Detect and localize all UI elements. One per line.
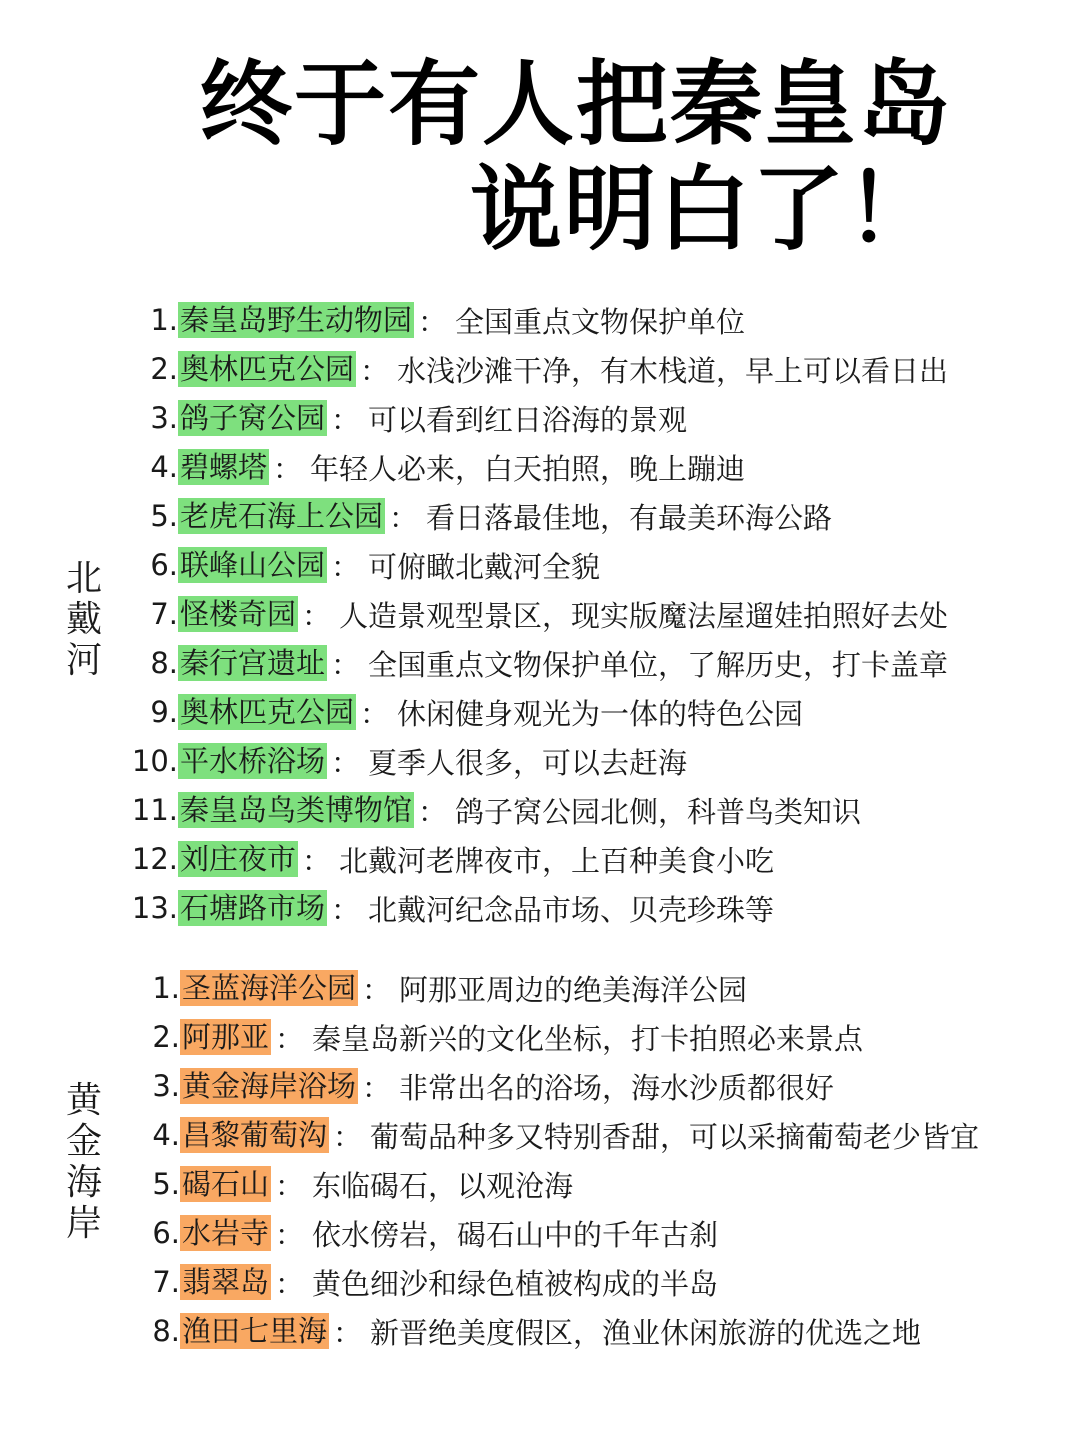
page-title-line-1: 终于有人把秦皇岛 [199,51,952,158]
attraction-desc: 看日落最佳地，有最美环海公路 [426,500,833,535]
attraction-name: 联峰山公园 [180,548,326,582]
item-number: 12. [131,842,178,876]
section-label-char: 黄 [65,1080,102,1121]
list-item [0,692,803,732]
list-item [0,1311,921,1351]
separator: ： [362,1070,392,1105]
item-number: 5. [150,499,178,533]
separator: ： [275,1266,305,1301]
separator: ： [333,1315,363,1350]
item-number: 2. [152,1020,180,1054]
attraction-desc: 非常出名的浴场，海水沙质都很好 [399,1070,835,1105]
separator: ： [418,794,448,829]
section-label-char: 岸 [65,1203,102,1244]
list-item [0,1115,979,1155]
item-number: 5. [152,1167,180,1201]
separator: ： [275,1168,305,1203]
attraction-desc: 水浅沙滩干净，有木栈道，早上可以看日出 [397,353,949,388]
item-number: 6. [152,1216,180,1250]
list-item [0,349,948,389]
item-number: 11. [131,793,178,827]
list-item [0,1066,834,1106]
attraction-name: 鸽子窝公园 [180,401,326,435]
item-number: 3. [150,401,178,435]
item-number: 6. [150,548,178,582]
separator: ： [331,402,361,437]
attraction-name: 奥林匹克公园 [180,695,355,729]
section-label-char: 北 [65,558,102,599]
item-number: 13. [131,891,178,925]
attraction-desc: 阿那亚周边的绝美海洋公园 [399,972,748,1007]
separator: ： [275,1021,305,1056]
attraction-name: 翡翠岛 [182,1265,270,1299]
separator: ： [302,598,332,633]
list-item [0,968,747,1008]
attraction-name: 刘庄夜市 [180,842,297,876]
separator: ： [362,972,392,1007]
separator: ： [333,1119,363,1154]
attraction-name: 秦行宫遗址 [180,646,326,680]
attraction-desc: 休闲健身观光为一体的特色公园 [397,696,804,731]
attraction-name: 圣蓝海洋公园 [182,971,357,1005]
item-number: 4. [152,1118,180,1152]
section-label-char: 河 [65,640,102,681]
attraction-desc: 全国重点文物保护单位 [455,304,746,339]
separator: ： [360,353,390,388]
attraction-desc: 依水傍岩，碣石山中的千年古刹 [312,1217,719,1252]
attraction-name: 老虎石海上公园 [180,499,384,533]
separator: ： [389,500,419,535]
attraction-name: 奥林匹克公园 [180,352,355,386]
item-number: 4. [150,450,178,484]
attraction-desc: 北戴河纪念品市场、贝壳珍珠等 [368,892,775,927]
separator: ： [331,647,361,682]
attraction-desc: 鸽子窝公园北侧，科普鸟类知识 [455,794,862,829]
attraction-name: 碣石山 [182,1167,270,1201]
item-number: 7. [152,1265,180,1299]
list-item [0,1164,573,1204]
attraction-desc: 葡萄品种多又特别香甜，可以采摘葡萄老少皆宜 [370,1119,980,1154]
list-item [0,545,600,585]
item-number: 3. [152,1069,180,1103]
separator: ： [331,892,361,927]
list-item [0,643,948,683]
item-number: 8. [150,646,178,680]
list-item [0,594,948,634]
list-item [0,1213,718,1253]
section-label-char: 戴 [65,599,102,640]
attraction-name: 秦皇岛鸟类博物馆 [180,793,413,827]
attraction-desc: 可以看到红日浴海的景观 [368,402,688,437]
attraction-name: 昌黎葡萄沟 [182,1118,328,1152]
attraction-name: 石塘路市场 [180,891,326,925]
list-item [0,741,687,781]
item-number: 7. [150,597,178,631]
attraction-desc: 东临碣石，以观沧海 [312,1168,574,1203]
separator: ： [275,1217,305,1252]
attraction-name: 怪楼奇园 [180,597,297,631]
item-number: 10. [131,744,178,778]
attraction-desc: 黄色细沙和绿色植被构成的半岛 [312,1266,719,1301]
attraction-name: 渔田七里海 [182,1314,328,1348]
list-item [0,1262,718,1302]
attraction-name: 阿那亚 [182,1020,270,1054]
page-title-line-2: 说明白了！ [469,156,940,263]
item-number: 9. [150,695,178,729]
separator: ： [360,696,390,731]
separator: ： [273,451,303,486]
list-item [0,790,861,830]
separator: ： [331,549,361,584]
attraction-desc: 年轻人必来，白天拍照，晚上蹦迪 [310,451,746,486]
attraction-desc: 夏季人很多，可以去赶海 [368,745,688,780]
attraction-name: 秦皇岛野生动物园 [180,303,413,337]
item-number: 1. [150,303,178,337]
item-number: 1. [152,971,180,1005]
attraction-name: 平水桥浴场 [180,744,326,778]
separator: ： [302,843,332,878]
attraction-desc: 可俯瞰北戴河全貌 [368,549,601,584]
attraction-name: 碧螺塔 [180,450,268,484]
attraction-desc: 全国重点文物保护单位，了解历史，打卡盖章 [368,647,949,682]
list-item [0,839,774,879]
attraction-name: 水岩寺 [182,1216,270,1250]
section-label-char: 金 [65,1121,102,1162]
list-item [0,496,832,536]
attraction-desc: 人造景观型景区，现实版魔法屋遛娃拍照好去处 [339,598,949,633]
list-item [0,300,745,340]
section-label-char: 海 [65,1162,102,1203]
attraction-name: 黄金海岸浴场 [182,1069,357,1103]
list-item [0,888,774,928]
list-item [0,398,687,438]
attraction-desc: 秦皇岛新兴的文化坐标，打卡拍照必来景点 [312,1021,864,1056]
item-number: 8. [152,1314,180,1348]
attraction-desc: 新晋绝美度假区，渔业休闲旅游的优选之地 [370,1315,922,1350]
item-number: 2. [150,352,178,386]
list-item [0,447,745,487]
attraction-desc: 北戴河老牌夜市，上百种美食小吃 [339,843,775,878]
separator: ： [331,745,361,780]
separator: ： [418,304,448,339]
list-item [0,1017,863,1057]
